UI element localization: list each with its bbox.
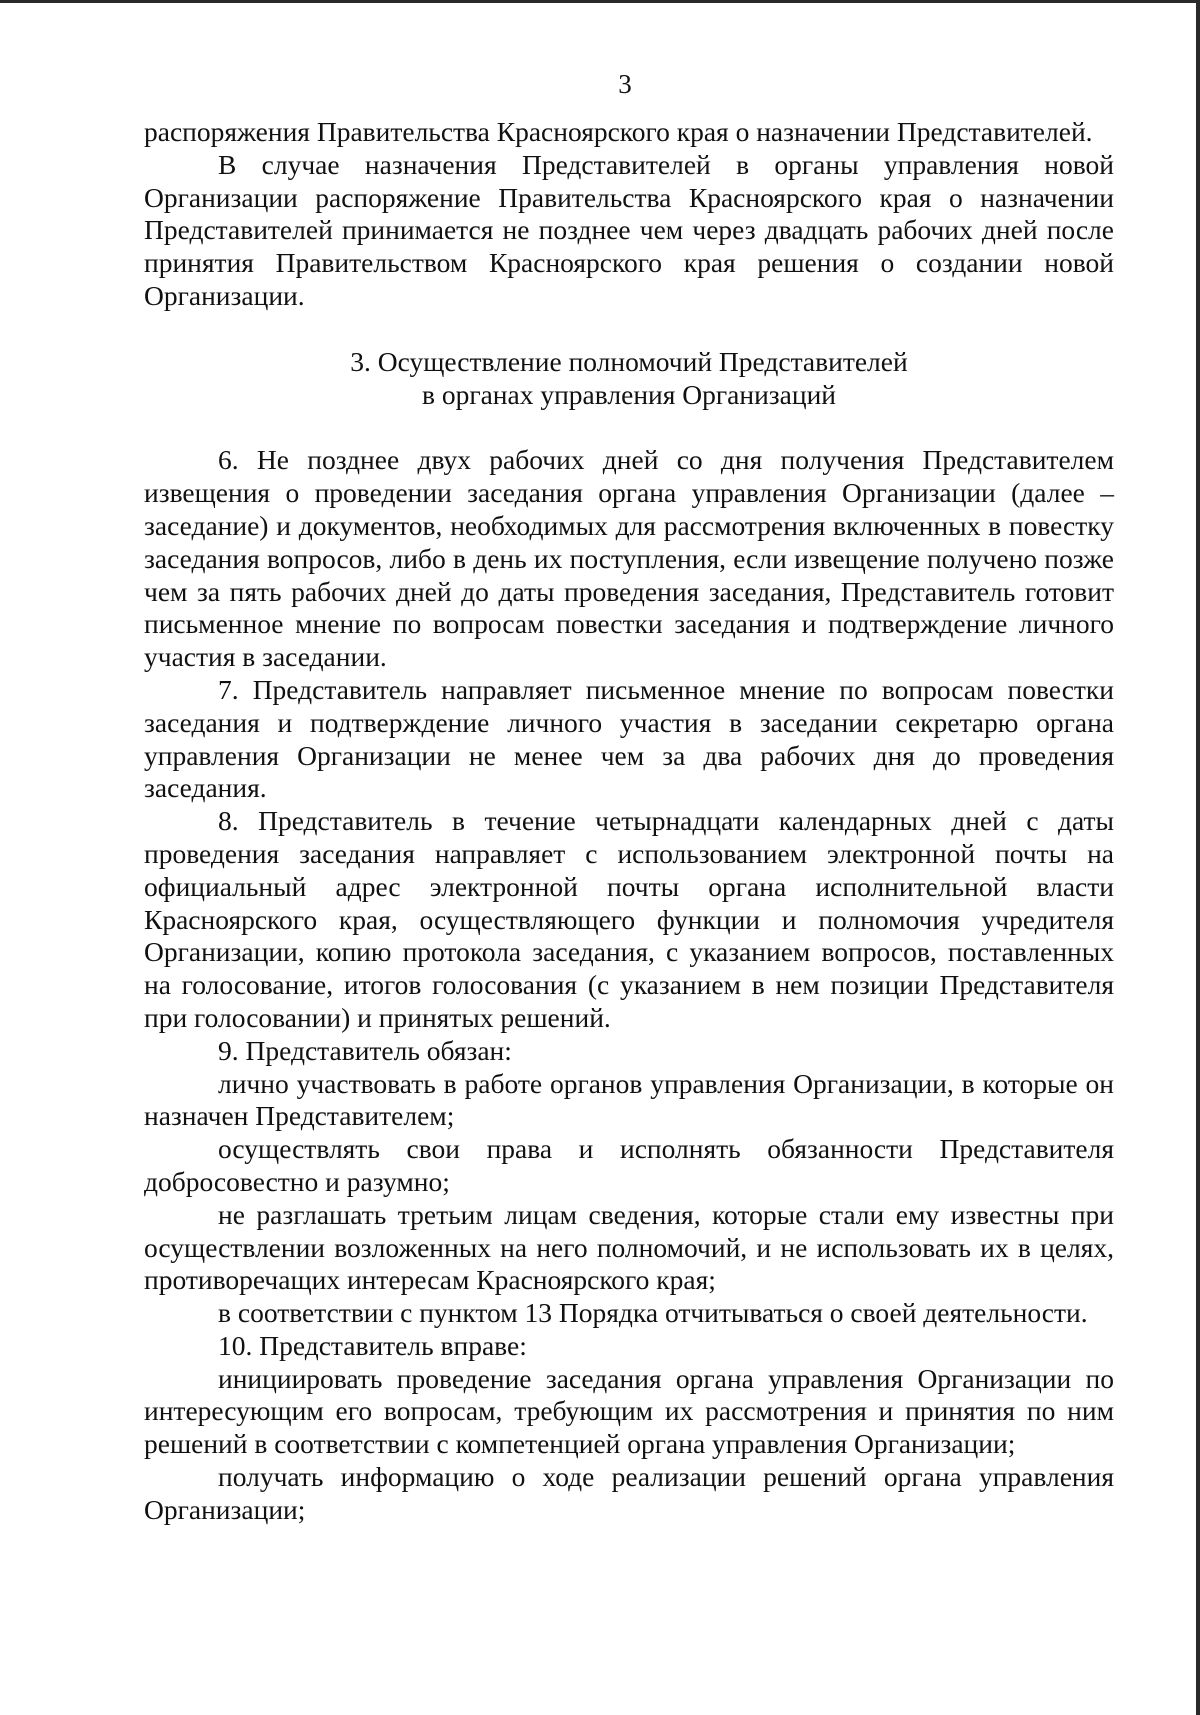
paragraph-item-10-right-1: инициировать проведение заседания органа управления Организации по интересующим его вопросам, требующим их рассмотрения и принятия по ним решений в соответствии с компетенцией органа управления Организации;	[144, 1362, 1114, 1460]
section-heading-line-2: в органах управления Организаций	[421, 378, 837, 410]
paragraph-item-9-duty-1: лично участвовать в работе органов управления Организации, в которые он назначен Представителем;	[144, 1067, 1114, 1132]
paragraph-item-8: 8. Представитель в течение четырнадцати календарных дней с даты проведения заседания направляет с использованием электронной почты на официальный адрес электронной почты органа исполнительной власти Красноярского края, осуществляющего функции и полномочия учредителя Организации, копию протокола заседания, с указанием вопросов, поставленных на голосование, итогов голосования (с указанием в нем позиции Представителя при голосовании) и принятых решений.	[144, 805, 1114, 1033]
paragraph-continuation: распоряжения Правительства Красноярского края о назначении Представителей.	[144, 116, 1093, 147]
paragraph-item-6: 6. Не позднее двух рабочих дней со дня получения Представителем извещения о проведении заседания органа управления Организации (далее – заседание) и документов, необходимых для рассмотрения включенных в повестку заседания вопросов, либо в день их поступления, если извещение получено позже чем за пять рабочих дней до даты проведения заседания, Представитель готовит письменное мнение по вопросам повестки заседания и подтверждение личного участия в заседании.	[144, 444, 1114, 673]
paragraph-item-9-duty-3: не разглашать третьим лицам сведения, которые стали ему известны при осуществлении возложенных на него полномочий, и не использовать их в целях, противоречащих интересам Красноярского края;	[144, 1198, 1114, 1296]
paragraph-item-10: 10. Представитель вправе:	[218, 1329, 527, 1361]
document-body	[144, 116, 1114, 1527]
paragraph-item-9: 9. Представитель обязан:	[218, 1034, 512, 1066]
section-heading-line-1: 3. Осуществление полномочий Представителей	[350, 345, 908, 377]
paragraph-item-9-duty-4: в соответствии с пунктом 13 Порядка отчитываться о своей деятельности.	[218, 1297, 1088, 1329]
paragraph-item-7: 7. Представитель направляет письменное мнение по вопросам повестки заседания и подтверждение личного участия в заседании секретарю органа управления Организации не менее чем за два рабочих дня до проведения заседания.	[144, 673, 1114, 804]
paragraph-item-10-right-2: получать информацию о ходе реализации решений органа управления Организации;	[144, 1461, 1114, 1525]
paragraph-item-9-duty-2: осуществлять свои права и исполнять обязанности Представителя добросовестно и разумно;	[144, 1133, 1114, 1197]
paragraph-new-organization: В случае назначения Представителей в органы управления новой Организации распоряжение Правительства Красноярского края о назначении Представителей принимается не позднее чем через двадцать рабочих дней после принятия Правительством Красноярского края решения о создании новой Организации.	[144, 148, 1114, 311]
page-number: 3	[618, 69, 632, 99]
section-heading	[144, 313, 1114, 445]
